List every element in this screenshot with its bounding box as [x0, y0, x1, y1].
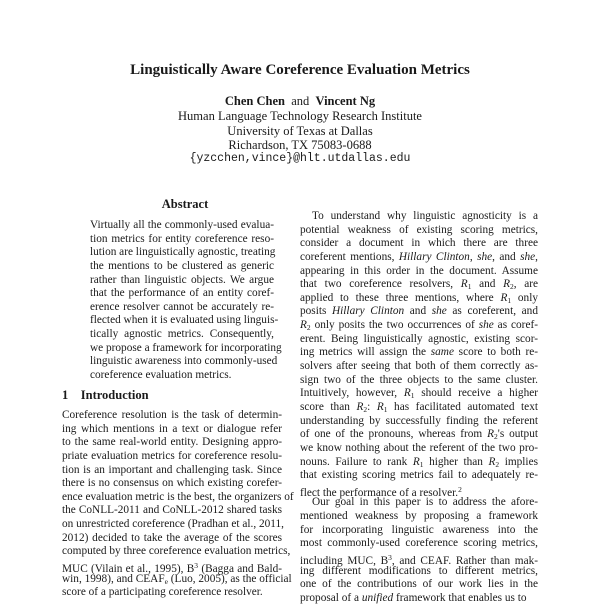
author-conjunction: and [291, 94, 310, 108]
text-segment: 2 [306, 323, 311, 333]
text-line [300, 510, 538, 524]
text-line [300, 346, 538, 360]
text-segment: R [460, 278, 468, 291]
text-segment: 's output [497, 428, 538, 441]
text-line [300, 265, 538, 279]
text-segment: should receive a higher [414, 387, 538, 400]
text-segment: that two coreference resolvers, [300, 278, 461, 291]
text-segment: R [300, 319, 307, 332]
text-line [300, 428, 538, 442]
text-line [62, 464, 282, 478]
text-segment: implies [499, 455, 538, 468]
text-line [300, 578, 538, 592]
text-line [300, 565, 538, 579]
text-line [300, 224, 538, 238]
text-segment: that existing scoring metrics fail to adequately re- [300, 469, 538, 482]
text-segment: there is no consensus on which existing corefer- [62, 477, 282, 490]
text-line [62, 436, 282, 450]
text-segment: nouns. Failure to rank [300, 455, 413, 468]
text-line [300, 496, 538, 510]
text-line [90, 369, 274, 383]
text-segment: the mentions to be clustered as generic [90, 259, 274, 272]
text-line [90, 233, 274, 247]
text-segment: Hillary Clinton [332, 305, 405, 318]
text-line [300, 210, 538, 224]
text-segment: potential weakness of existing scoring metrics, [300, 223, 538, 236]
text-line [90, 355, 278, 369]
text-segment: score than [300, 400, 357, 413]
text-line [62, 518, 282, 532]
text-segment: appearing in this order in the document. Assume [300, 264, 538, 277]
affiliation-line: University of Texas at Dallas [227, 123, 373, 138]
text-segment: 3 [388, 553, 392, 563]
text-segment: she [431, 305, 447, 318]
text-line [90, 314, 279, 328]
text-line [300, 387, 538, 401]
text-segment: linguistic awareness into commonly-used [90, 355, 278, 368]
text-segment: tion is an important and challenging task. Since [62, 463, 282, 476]
text-line [300, 278, 538, 292]
text-segment: she [478, 319, 494, 332]
author-1: Chen Chen [224, 94, 285, 108]
text-segment: flect the performance of a resolver. [300, 486, 459, 499]
text-segment: Our goal in this paper is to address the afore- [312, 496, 538, 509]
text-segment: as coreferent, and [446, 305, 538, 318]
text-segment: only [511, 291, 538, 304]
text-line [300, 333, 538, 347]
text-segment: Coreference resolution is the task of determin- [62, 409, 282, 421]
text-segment: on unrestricted coreference (Pradhan et al., 2011, [62, 518, 284, 531]
text-segment: Virtually all the commonly-used evalua- [90, 219, 274, 231]
text-segment: erence resolver cannot be accurately re- [90, 300, 274, 313]
text-segment: MUC (Vilain et al., 1995), B [62, 563, 195, 576]
text-line [62, 450, 282, 464]
text-segment: same [430, 346, 454, 359]
text-segment: framework that enables us to [393, 591, 527, 604]
text-line [300, 401, 538, 415]
text-segment: 1 [507, 295, 512, 305]
text-segment: : [367, 400, 377, 413]
text-segment: we know nothing about the referent of the two pro- [300, 441, 538, 454]
text-line [62, 586, 282, 600]
text-line [300, 442, 538, 456]
text-line [300, 469, 538, 483]
text-segment: , [469, 250, 478, 263]
text-segment: To understand why linguistic agnosticity is a [312, 210, 538, 222]
paper-title: Linguistically Aware Coreference Evaluation Metrics [130, 62, 470, 78]
text-segment: posits [300, 305, 332, 318]
text-segment: most commonly-used coreference scoring metrics, [300, 537, 538, 550]
text-line [90, 341, 282, 356]
text-segment: R [412, 455, 420, 468]
text-segment: 1 [467, 282, 472, 292]
text-segment: one of the contributions of our work lies in the [300, 578, 538, 591]
text-line [62, 572, 292, 587]
text-segment: she [520, 250, 536, 263]
text-segment: R [488, 455, 496, 468]
text-segment: for incorporating linguistic awareness into the [300, 523, 538, 536]
text-segment: R [376, 400, 384, 413]
text-line [300, 360, 538, 374]
text-segment: of one of the pronouns, whereas from [300, 428, 488, 441]
text-segment: 2 [495, 459, 500, 469]
text-segment: score of a participating coreference resolver. [62, 586, 263, 599]
abstract-body [90, 219, 282, 383]
text-segment: 1 [383, 404, 388, 414]
text-segment: computed by three coreference evaluation metrics, [62, 545, 291, 558]
text-line [62, 423, 282, 437]
text-segment: applied to these three mentions, where [300, 291, 501, 304]
text-segment: 1 [410, 391, 415, 401]
text-line [62, 504, 282, 518]
text-segment: proposal of a [300, 591, 362, 604]
text-segment: R [403, 387, 411, 400]
introduction-body [62, 409, 294, 600]
text-line [300, 483, 538, 497]
text-segment: has facilitated automated text [387, 400, 538, 413]
text-segment: understanding by successfully finding the referent [300, 414, 538, 427]
text-segment: sign two of the three objects to the same cluster. [300, 373, 538, 386]
text-segment: priate evaluation metrics for coreference resolu- [62, 449, 282, 462]
text-segment: rather than linguistic objects. We argue [90, 273, 274, 286]
right-column-body [300, 210, 538, 606]
text-segment: higher than [423, 455, 489, 468]
text-segment: we propose a framework for incorporating [90, 341, 282, 354]
section-heading-introduction [62, 388, 149, 403]
text-line [62, 409, 282, 423]
text-segment: unified [361, 591, 394, 604]
text-segment: ing which mentions in a text or dialogue refer [62, 422, 282, 435]
text-segment: e [164, 576, 168, 586]
text-segment: Hillary Clinton [398, 250, 470, 263]
text-segment: lution are linguistically agnostic, treating [90, 246, 276, 259]
text-segment: and [404, 305, 432, 318]
text-segment: score to both re- [453, 346, 538, 359]
text-line [300, 251, 538, 265]
text-segment: (Luo, 2005), as the official [167, 572, 292, 585]
text-segment: that the performance of an entity coref- [90, 287, 274, 300]
text-segment: win, 1998), and CEAF [62, 572, 165, 585]
text-line [90, 219, 274, 233]
text-segment: mentioned weakness by proposing a framework [300, 510, 538, 523]
text-segment: , are [513, 278, 538, 291]
affiliation-line: Human Language Technology Research Institute [178, 109, 422, 123]
text-line [62, 532, 282, 546]
text-line [62, 559, 282, 576]
text-segment: R [487, 428, 495, 441]
text-segment: coreferent mentions, [300, 250, 399, 263]
text-segment: as coref- [493, 319, 538, 332]
text-segment: Intuitively, however, [300, 387, 404, 400]
text-segment: only posits the two occurrences of [310, 319, 479, 332]
text-line [300, 237, 538, 251]
text-segment: 2 [363, 404, 368, 414]
text-segment: consider a document in which there are three [300, 237, 538, 250]
text-line [300, 292, 538, 306]
section-number: 1 [62, 388, 69, 402]
text-segment: 2 [494, 432, 498, 442]
text-line [62, 545, 291, 559]
section-title: Introduction [80, 388, 149, 402]
text-segment: including MUC, B [300, 555, 389, 568]
text-segment: R [356, 400, 364, 413]
text-segment: 1 [419, 459, 424, 469]
text-line [62, 490, 294, 505]
text-segment: ing metrics will assign the [300, 346, 431, 359]
text-line [90, 260, 274, 274]
text-segment: (Bagga and Bald- [198, 563, 282, 576]
text-line [300, 415, 538, 429]
abstract-heading: Abstract [161, 197, 209, 211]
text-segment: ence evaluation metric is the best, the organizers of [62, 490, 294, 503]
text-segment: , [535, 250, 538, 263]
text-segment: tically agnostic metrics. Consequently, [90, 328, 274, 341]
text-segment: and [471, 278, 504, 291]
text-line [90, 328, 274, 342]
text-segment: flected when it is evaluated using linguis- [90, 314, 279, 327]
text-segment: 3 [194, 561, 199, 571]
text-segment: the CoNLL-2011 and CoNLL-2012 shared tasks [62, 504, 282, 517]
text-segment: , and [492, 250, 521, 263]
affiliation-line: Richardson, TX 75083-0688 [228, 138, 372, 152]
authors [0, 94, 600, 109]
text-line [300, 456, 538, 470]
text-segment: ing different modifications to different metrics, [300, 564, 538, 577]
text-line [300, 319, 538, 333]
text-segment: R [503, 278, 510, 291]
text-line [300, 537, 538, 551]
text-segment: she [477, 250, 493, 263]
text-segment: solvers after seeing that both of them correctly as- [300, 360, 538, 373]
text-segment: 2 [509, 282, 514, 292]
text-segment: 2 [458, 484, 462, 494]
text-segment: , and CEAF. Rather than mak- [391, 555, 539, 568]
text-segment: R [500, 291, 508, 304]
text-segment: erent. Being linguistically agnostic, existing scor- [300, 332, 538, 345]
author-email: {yzcchen,vince}@hlt.utdallas.edu [189, 152, 411, 165]
text-line [300, 374, 538, 388]
text-line [300, 305, 538, 319]
text-line [62, 477, 282, 491]
text-line [90, 287, 274, 301]
text-segment: 2012) decided to take the average of the scores [62, 531, 282, 544]
author-2: Vincent Ng [315, 94, 376, 108]
text-line [300, 524, 538, 538]
text-segment: to the same real-world entity. Designing appro- [62, 436, 282, 449]
text-line [300, 551, 539, 568]
text-line [300, 592, 538, 606]
text-segment: tion metrics for entity coreference reso- [90, 232, 274, 245]
text-line [90, 246, 274, 260]
text-line [90, 301, 274, 315]
text-line [90, 274, 274, 288]
text-segment: coreference evaluation metrics. [90, 369, 232, 382]
